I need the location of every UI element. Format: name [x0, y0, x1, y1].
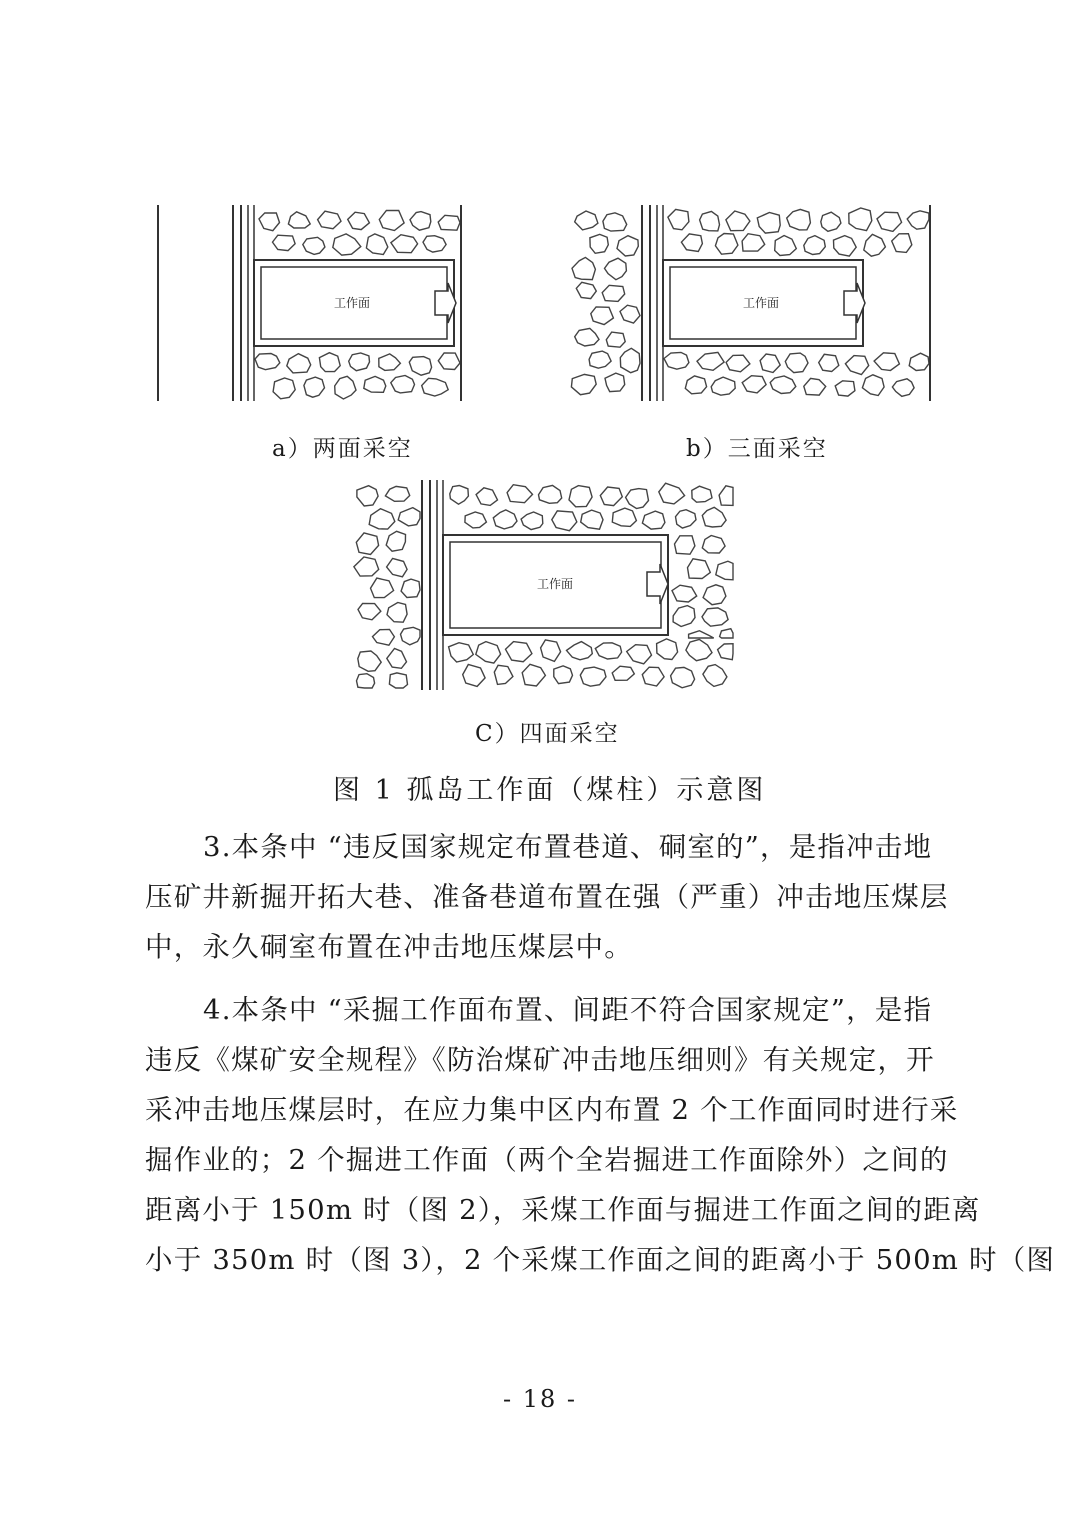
rock-fragment	[726, 355, 750, 372]
workface-label: 工作面	[333, 296, 371, 310]
rock-fragment	[703, 585, 726, 605]
rock-fragment	[450, 486, 469, 505]
rock-fragment	[719, 486, 733, 506]
rock-fragment	[804, 378, 826, 395]
rock-fragment	[909, 353, 929, 370]
rock-fragment	[835, 381, 855, 396]
rock-fragment	[409, 357, 431, 376]
rock-fragment	[605, 258, 627, 280]
rock-fragment	[626, 489, 649, 509]
paragraph-line: 压矿井新掘开拓大巷、准备巷道布置在强（严重）冲击地压煤层	[145, 881, 949, 913]
rock-fragment	[521, 512, 543, 530]
rock-fragment	[702, 507, 726, 527]
rock-fragment	[476, 488, 497, 506]
rock-fragment	[572, 257, 595, 279]
rock-fragment	[659, 483, 685, 504]
rock-fragment	[907, 211, 929, 229]
rock-fragment	[600, 487, 622, 506]
rock-fragment	[864, 234, 886, 256]
rock-fragment	[715, 234, 738, 255]
rock-fragment	[620, 348, 640, 372]
caption-c: C）四面采空	[475, 721, 620, 747]
rock-fragment	[689, 631, 714, 638]
rock-fragment	[539, 485, 562, 503]
rock-fragment	[318, 211, 341, 229]
rock-fragment	[522, 664, 545, 686]
gob-rock-left	[571, 211, 640, 395]
gob-rock-top	[668, 208, 929, 256]
rock-fragment	[757, 213, 780, 234]
rock-fragment	[357, 486, 378, 506]
rock-fragment	[364, 376, 386, 392]
rock-fragment	[785, 353, 808, 373]
paragraph-line: 掘作业的；2 个掘进工作面（两个全岩掘进工作面除外）之间的	[145, 1144, 949, 1176]
rock-fragment	[692, 486, 712, 502]
rock-fragment	[681, 234, 702, 252]
rock-fragment	[606, 332, 625, 347]
rock-fragment	[688, 559, 711, 579]
paragraph-line: 小于 350m 时（图 3），2 个采煤工作面之间的距离小于 500m 时（图	[145, 1244, 1056, 1276]
rock-fragment	[702, 536, 725, 554]
rock-fragment	[617, 236, 638, 256]
rock-fragment	[589, 351, 611, 368]
rock-fragment	[356, 533, 378, 555]
caption-a: a）两面采空	[272, 436, 413, 462]
rock-fragment	[862, 375, 884, 396]
rock-fragment	[287, 354, 311, 373]
rock-fragment	[303, 237, 325, 254]
rock-fragment	[620, 305, 640, 323]
paragraph-line: 距离小于 150m 时（图 2），采煤工作面与掘进工作面之间的距离	[145, 1194, 981, 1226]
rock-fragment	[700, 211, 720, 231]
rock-fragment	[273, 235, 296, 250]
paragraph-line: 采冲击地压煤层时，在应力集中区内布置 2 个工作面同时进行采	[145, 1094, 959, 1126]
rock-fragment	[580, 667, 606, 686]
caption-b: b）三面采空	[686, 436, 828, 462]
rock-fragment	[821, 212, 841, 231]
rock-fragment	[369, 509, 395, 529]
rock-fragment	[770, 376, 796, 394]
rock-fragment	[333, 234, 361, 255]
rock-fragment	[718, 644, 733, 660]
rock-fragment	[664, 352, 689, 369]
rock-fragment	[603, 213, 627, 231]
figure-b	[568, 205, 938, 401]
workface-label: 工作面	[536, 577, 574, 591]
rock-fragment	[354, 557, 379, 576]
rock-fragment	[259, 213, 280, 231]
rock-fragment	[595, 643, 621, 659]
rock-fragment	[567, 642, 593, 660]
rock-fragment	[877, 212, 902, 231]
rock-fragment	[819, 354, 839, 371]
paragraph-line: 中，永久硐室布置在冲击地压煤层中。	[145, 931, 633, 963]
rock-fragment	[423, 236, 446, 252]
rock-fragment	[401, 627, 421, 645]
paragraph-3	[145, 822, 949, 972]
rock-fragment	[657, 639, 678, 660]
rock-fragment	[391, 376, 415, 393]
rock-fragment	[358, 604, 381, 620]
rock-fragment	[775, 236, 797, 256]
paragraph-line: 4.本条中 “采掘工作面布置、间距不符合国家规定”，是指	[203, 994, 933, 1026]
rock-fragment	[642, 667, 664, 686]
rock-fragment	[494, 665, 513, 684]
rock-fragment	[357, 674, 375, 688]
rock-fragment	[673, 606, 695, 627]
rock-fragment	[385, 486, 409, 501]
rock-fragment	[366, 234, 387, 255]
rock-fragment	[410, 212, 431, 231]
rock-fragment	[612, 666, 634, 680]
paragraph-line: 3.本条中 “违反国家规定布置巷道、硐室的”，是指冲击地	[203, 831, 933, 863]
rock-fragment	[716, 561, 733, 580]
rock-fragment	[304, 377, 325, 397]
rock-fragment	[845, 356, 868, 375]
figure-c-diagram	[350, 480, 735, 690]
rock-fragment	[686, 639, 712, 660]
rock-fragment	[804, 236, 826, 255]
figure-a	[155, 205, 470, 401]
rock-fragment	[672, 585, 697, 602]
rock-fragment	[358, 651, 381, 671]
rock-fragment	[387, 649, 407, 669]
rock-fragment	[387, 558, 408, 576]
rock-fragment	[389, 673, 407, 688]
rock-fragment	[569, 486, 592, 507]
rock-fragment	[575, 328, 599, 346]
rock-fragment	[834, 236, 857, 257]
rock-fragment	[401, 579, 420, 597]
gob-rock-bottom	[664, 352, 929, 396]
gob-rock-left	[354, 486, 420, 688]
rock-fragment	[760, 354, 780, 373]
rock-fragment	[685, 376, 706, 394]
rock-fragment	[391, 235, 418, 253]
rock-fragment	[379, 211, 404, 231]
rock-fragment	[602, 285, 625, 301]
rock-fragment	[255, 354, 280, 370]
rock-fragment	[742, 234, 765, 251]
rock-fragment	[373, 629, 395, 645]
gob-rock-top	[259, 211, 460, 256]
rock-fragment	[319, 353, 340, 372]
rock-fragment	[438, 215, 460, 230]
rock-fragment	[554, 666, 573, 684]
rock-fragment	[387, 603, 407, 623]
rock-fragment	[668, 209, 689, 229]
rock-fragment	[348, 212, 370, 229]
rock-fragment	[676, 510, 697, 528]
page-number: - 18 -	[502, 1385, 577, 1413]
figure-b-diagram	[568, 205, 938, 401]
rock-fragment	[675, 536, 695, 554]
rock-fragment	[892, 234, 912, 253]
rock-fragment	[449, 643, 474, 662]
gob-rock-bottom	[449, 639, 733, 688]
rock-fragment	[612, 508, 636, 526]
rock-fragment	[605, 373, 625, 392]
gob-rock-top	[450, 483, 733, 531]
rock-fragment	[702, 608, 728, 626]
gob-rock-right	[672, 536, 733, 639]
rock-fragment	[379, 354, 401, 371]
rock-fragment	[742, 376, 766, 393]
paragraph-line: 违反《煤矿安全规程》《防治煤矿冲击地压细则》有关规定，开	[145, 1044, 935, 1076]
rock-fragment	[438, 353, 460, 370]
rock-fragment	[576, 282, 596, 298]
rock-fragment	[711, 377, 735, 395]
rock-fragment	[465, 512, 487, 528]
rock-fragment	[422, 378, 449, 396]
rock-fragment	[398, 508, 420, 526]
rock-fragment	[581, 510, 603, 529]
rock-fragment	[571, 374, 596, 394]
rock-fragment	[787, 209, 811, 230]
rock-fragment	[591, 307, 614, 325]
rock-fragment	[726, 211, 750, 231]
workface-label: 工作面	[742, 296, 780, 310]
rock-fragment	[335, 376, 356, 399]
rock-fragment	[627, 645, 652, 664]
gob-rock-bottom	[255, 353, 460, 399]
rock-fragment	[349, 353, 370, 371]
rock-fragment	[575, 211, 598, 230]
rock-fragment	[874, 353, 899, 371]
rock-fragment	[386, 531, 405, 551]
rock-fragment	[288, 212, 310, 228]
rock-fragment	[371, 578, 394, 598]
rock-fragment	[541, 640, 561, 662]
figure-title: 图 1 孤岛工作面（煤柱）示意图	[333, 775, 767, 806]
rock-fragment	[463, 665, 485, 687]
rock-fragment	[476, 642, 501, 664]
rock-fragment	[720, 629, 733, 638]
rock-fragment	[892, 379, 914, 397]
rock-fragment	[273, 378, 295, 399]
figure-a-diagram	[155, 205, 470, 401]
rock-fragment	[493, 510, 517, 529]
rock-fragment	[507, 485, 532, 503]
rock-fragment	[590, 234, 608, 253]
rock-fragment	[671, 667, 695, 687]
rock-fragment	[506, 642, 532, 662]
figure-c	[350, 480, 735, 690]
rock-fragment	[552, 511, 577, 531]
rock-fragment	[703, 665, 727, 687]
rock-fragment	[849, 208, 872, 231]
paragraph-4	[145, 985, 1056, 1285]
rock-fragment	[642, 511, 665, 529]
rock-fragment	[697, 352, 724, 370]
